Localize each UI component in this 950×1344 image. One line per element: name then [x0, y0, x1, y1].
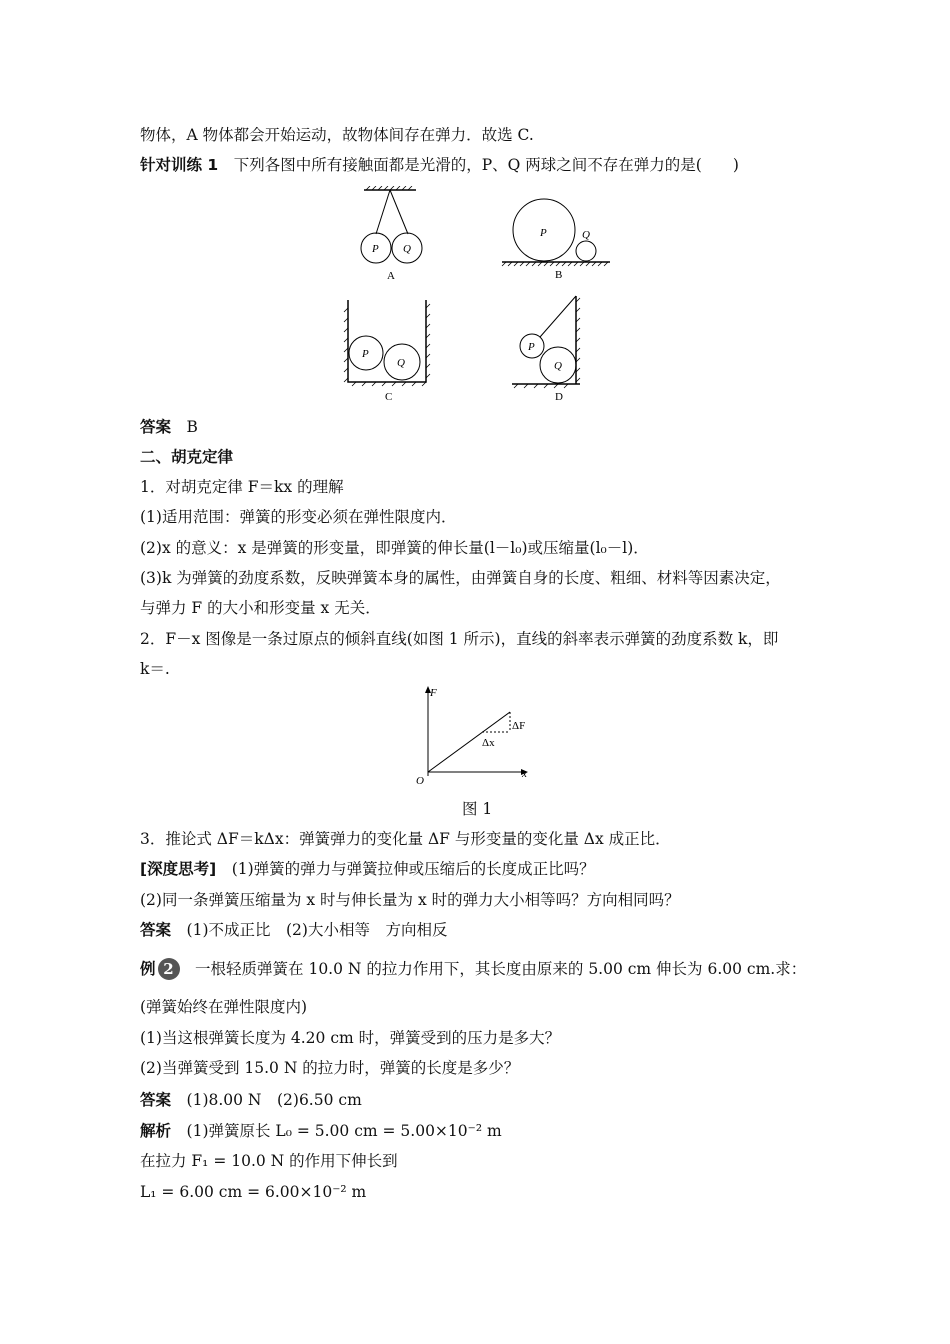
figure-label: C — [385, 391, 393, 403]
exercise-question: 下列各图中所有接触面都是光滑的，P、Q 两球之间不存在弹力的是( ) — [233, 156, 739, 174]
answer-label: 答案 — [140, 1091, 172, 1109]
figure-d — [510, 292, 606, 404]
figure-a — [350, 186, 430, 282]
y-axis-label: F — [430, 687, 437, 699]
delta-x-label: Δx — [482, 737, 495, 749]
ball-p-label: P — [372, 243, 379, 255]
answer-label: 答案 — [140, 921, 172, 939]
deep-thinking-label: [深度思考] — [140, 860, 217, 878]
answer-label: 答案 — [140, 418, 172, 436]
fx-graph — [412, 684, 538, 790]
text-line: (2)x 的意义：x 是弹簧的形变量，即弹簧的伸长量(l－l₀)或压缩量(l₀－l)． — [140, 539, 649, 557]
section-heading: 二、胡克定律 — [140, 448, 234, 466]
text-line: 物体，A 物体都会开始运动，故物体间存在弹力．故选 C. — [140, 126, 534, 144]
text-line: (1)当这根弹簧长度为 4.20 cm 时，弹簧受到的压力是多大？ — [140, 1029, 561, 1047]
ball-q-label: Q — [403, 243, 411, 255]
exercise-label: 针对训练 1 — [140, 156, 219, 174]
answer-value: (1)不成正比 (2)大小相等 方向相反 — [186, 921, 448, 939]
text-line: 在拉力 F₁ = 10.0 N 的作用下伸长到 — [140, 1152, 398, 1170]
figure-caption: 图 1 — [462, 800, 493, 818]
text-line: L₁ = 6.00 cm = 6.00×10⁻² m — [140, 1183, 367, 1201]
figure-c — [342, 298, 432, 404]
x-axis-label: x — [522, 768, 527, 780]
answer-value: (1)8.00 N (2)6.50 cm — [186, 1091, 362, 1109]
text-line: (2)同一条弹簧压缩量为 x 时与伸长量为 x 时的弹力大小相等吗？方向相同吗？ — [140, 891, 680, 909]
analysis-label: 解析 — [140, 1122, 172, 1140]
figure-b — [500, 196, 612, 282]
delta-f-label: ΔF — [512, 720, 526, 732]
text-line: (3)k 为弹簧的劲度系数，反映弹簧本身的属性，由弹簧自身的长度、粗细、材料等因素决定， — [140, 569, 781, 587]
answer-line — [140, 1089, 362, 1111]
text-line: k＝. — [140, 660, 170, 678]
text-line: 1．对胡克定律 F＝kx 的理解 — [140, 478, 344, 496]
deep-thinking-line — [140, 858, 595, 880]
exercise-heading-line — [140, 154, 739, 176]
answer-line — [140, 919, 447, 941]
ball-p-label: P — [540, 227, 547, 239]
text-line: (1)适用范围：弹簧的形变必须在弹性限度内． — [140, 508, 457, 526]
ball-q-label: Q — [397, 357, 405, 369]
ball-p-label: P — [362, 348, 369, 360]
text-line: 2．F－x 图像是一条过原点的倾斜直线(如图 1 所示)，直线的斜率表示弹簧的劲度系数 k，即 — [140, 630, 779, 648]
figure-label: D — [555, 391, 563, 403]
example-number-badge: 2 — [158, 958, 180, 980]
text-line: 与弹力 F 的大小和形变量 x 无关． — [140, 599, 381, 617]
text-line: (弹簧始终在弹性限度内) — [140, 998, 308, 1016]
text-line: (2)当弹簧受到 15.0 N 的拉力时，弹簧的长度是多少？ — [140, 1059, 520, 1077]
text-line: 3．推论式 ΔF＝kΔx：弹簧弹力的变化量 ΔF 与形变量的变化量 Δx 成正比． — [140, 830, 671, 848]
figure-label: B — [555, 269, 563, 281]
ball-q-label: Q — [582, 229, 590, 241]
answer-value: B — [186, 418, 198, 436]
figure-label: A — [387, 270, 395, 282]
origin-label: O — [416, 775, 424, 787]
example-label: 例 — [140, 960, 156, 978]
ball-q-label: Q — [554, 360, 562, 372]
example-line — [140, 958, 806, 980]
analysis-body: (1)弹簧原长 L₀ = 5.00 cm = 5.00×10⁻² m — [186, 1122, 502, 1140]
example-question: 一根轻质弹簧在 10.0 N 的拉力作用下，其长度由原来的 5.00 cm 伸长为 6.00 cm.求： — [195, 960, 807, 978]
deep-thinking-question: (1)弹簧的弹力与弹簧拉伸或压缩后的长度成正比吗？ — [231, 860, 595, 878]
ball-p-label: P — [528, 341, 535, 353]
answer-line — [140, 416, 198, 438]
analysis-line — [140, 1120, 502, 1142]
